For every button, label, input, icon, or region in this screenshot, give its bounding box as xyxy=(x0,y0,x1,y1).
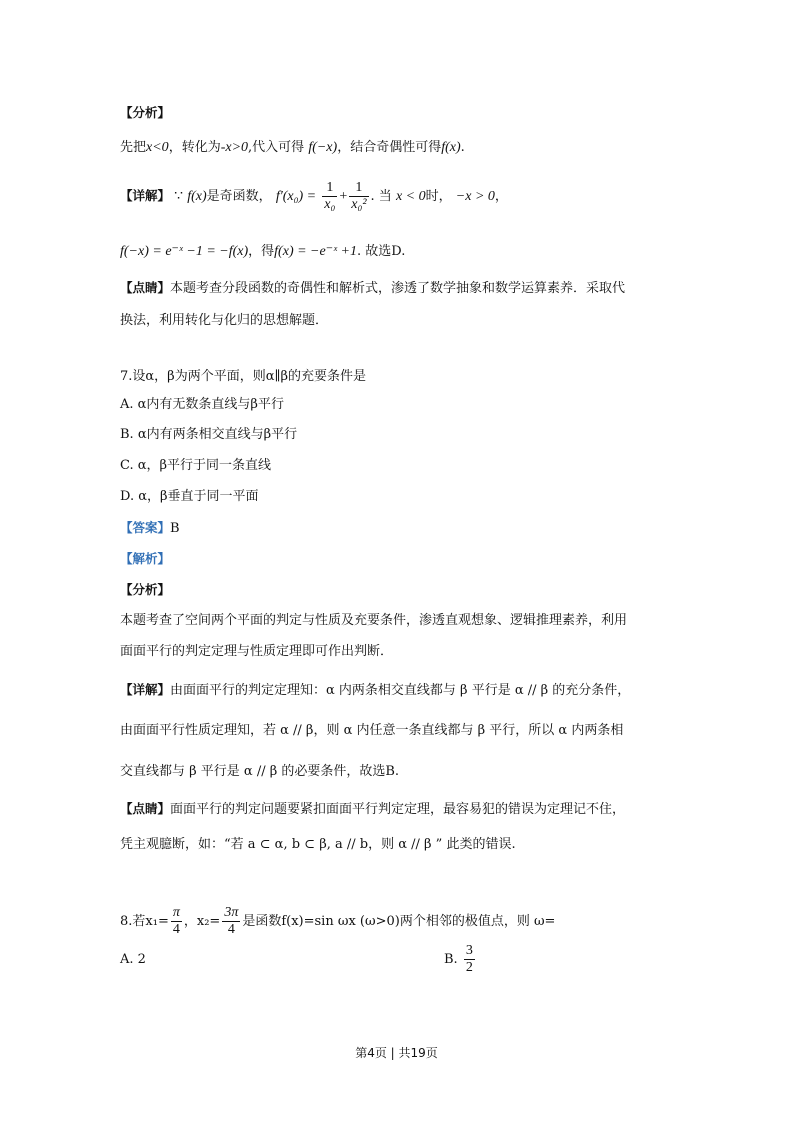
q7-option-d: D. α，β垂直于同一平面 xyxy=(120,489,259,504)
q7-jiexi-tag: 【解析】 xyxy=(120,551,171,566)
q7-stem: 7.设α，β为两个平面，则α∥β的充要条件是 xyxy=(120,369,366,384)
q6-fenxi-tag: 【分析】 xyxy=(120,105,171,120)
q7-fenxi-line2: 面面平行的判定定理与性质定理即可作出判断． xyxy=(120,644,394,659)
q6-fraction-1: $\frac{1}{\text{x₀}}$ xyxy=(324,180,336,213)
q6-xiangjie-line2: f(−x) = e⁻ˣ −1 = −f(x)，得f(x) = −e⁻ˣ +1. 故选D. xyxy=(120,244,406,259)
q8-option-a: A. 2 xyxy=(120,952,146,967)
q7-fenxi-line1: 本题考查了空间两个平面的判定与性质及充要条件，渗透直观想象、逻辑推理素养，利用 xyxy=(120,613,628,628)
q6-fenxi-text: 先把x<0，转化为-x>0,代入可得 f(−x)，结合奇偶性可得f(x). xyxy=(120,140,465,155)
q7-xiangjie-line2: 由面面平行性质定理知，若 α // β，则 α 内任意一条直线都与 β 平行，所以 α 内两条相 xyxy=(120,723,624,738)
q8-option-b: B. $\frac{3}{2}$ xyxy=(444,942,473,975)
q8-option-b-fraction: $\frac{3}{2}$ xyxy=(465,942,473,975)
q8-fraction-2: $\frac{3\pi}{4}$ xyxy=(224,904,239,937)
q8-fraction-1: $\frac{\pi}{4}$ xyxy=(172,904,180,937)
page-footer: 第4页 | 共19页 xyxy=(355,1046,438,1060)
q7-option-c: C. α，β平行于同一条直线 xyxy=(120,458,272,473)
q7-xiangjie-line1: 【详解】由面面平行的判定定理知：α 内两条相交直线都与 β 平行是 α // β 的充分条件， xyxy=(120,682,631,698)
q7-xiangjie-line3: 交直线都与 β 平行是 α // β 的必要条件，故选B. xyxy=(120,764,400,779)
q8-stem: 8.若x₁= $\frac{\pi}{4}$ ，x₂= $\frac{3\pi}{4}$ 是函数f(x)=sin ωx (ω>0)两个相邻的极值点，则 ω= xyxy=(120,904,556,937)
q6-dianjing-line2: 换法，利用转化与化归的思想解题． xyxy=(120,313,329,328)
q6-xiangjie-line1: 【详解】 ∵ f(x)是奇函数， f′(x₀) = $\frac{1}{\text{x₀}}$ + $\frac{1}{\text{x₀²}}$ . 当 x < 0时， −x > 0， xyxy=(120,180,508,213)
q6-dianjing-line1: 【点睛】本题考查分段函数的奇偶性和解析式，渗透了数学抽象和数学运算素养．采取代 xyxy=(120,280,626,296)
q6-fraction-2: $\frac{1}{\text{x₀²}}$ xyxy=(351,180,367,213)
q7-dianjing-line1: 【点睛】面面平行的判定问题要紧扣面面平行判定定理，最容易犯的错误为定理记不住， xyxy=(120,801,626,817)
q7-answer: 【答案】B xyxy=(120,520,180,536)
q7-option-a: A. α内有无数条直线与β平行 xyxy=(120,397,284,412)
q7-option-b: B. α内有两条相交直线与β平行 xyxy=(120,427,298,442)
q7-dianjing-line2: 凭主观臆断，如：“若 a ⊂ α, b ⊂ β, a // b，则 α // β ” 此类的错误. xyxy=(120,837,516,852)
q7-fenxi-tag: 【分析】 xyxy=(120,582,171,597)
